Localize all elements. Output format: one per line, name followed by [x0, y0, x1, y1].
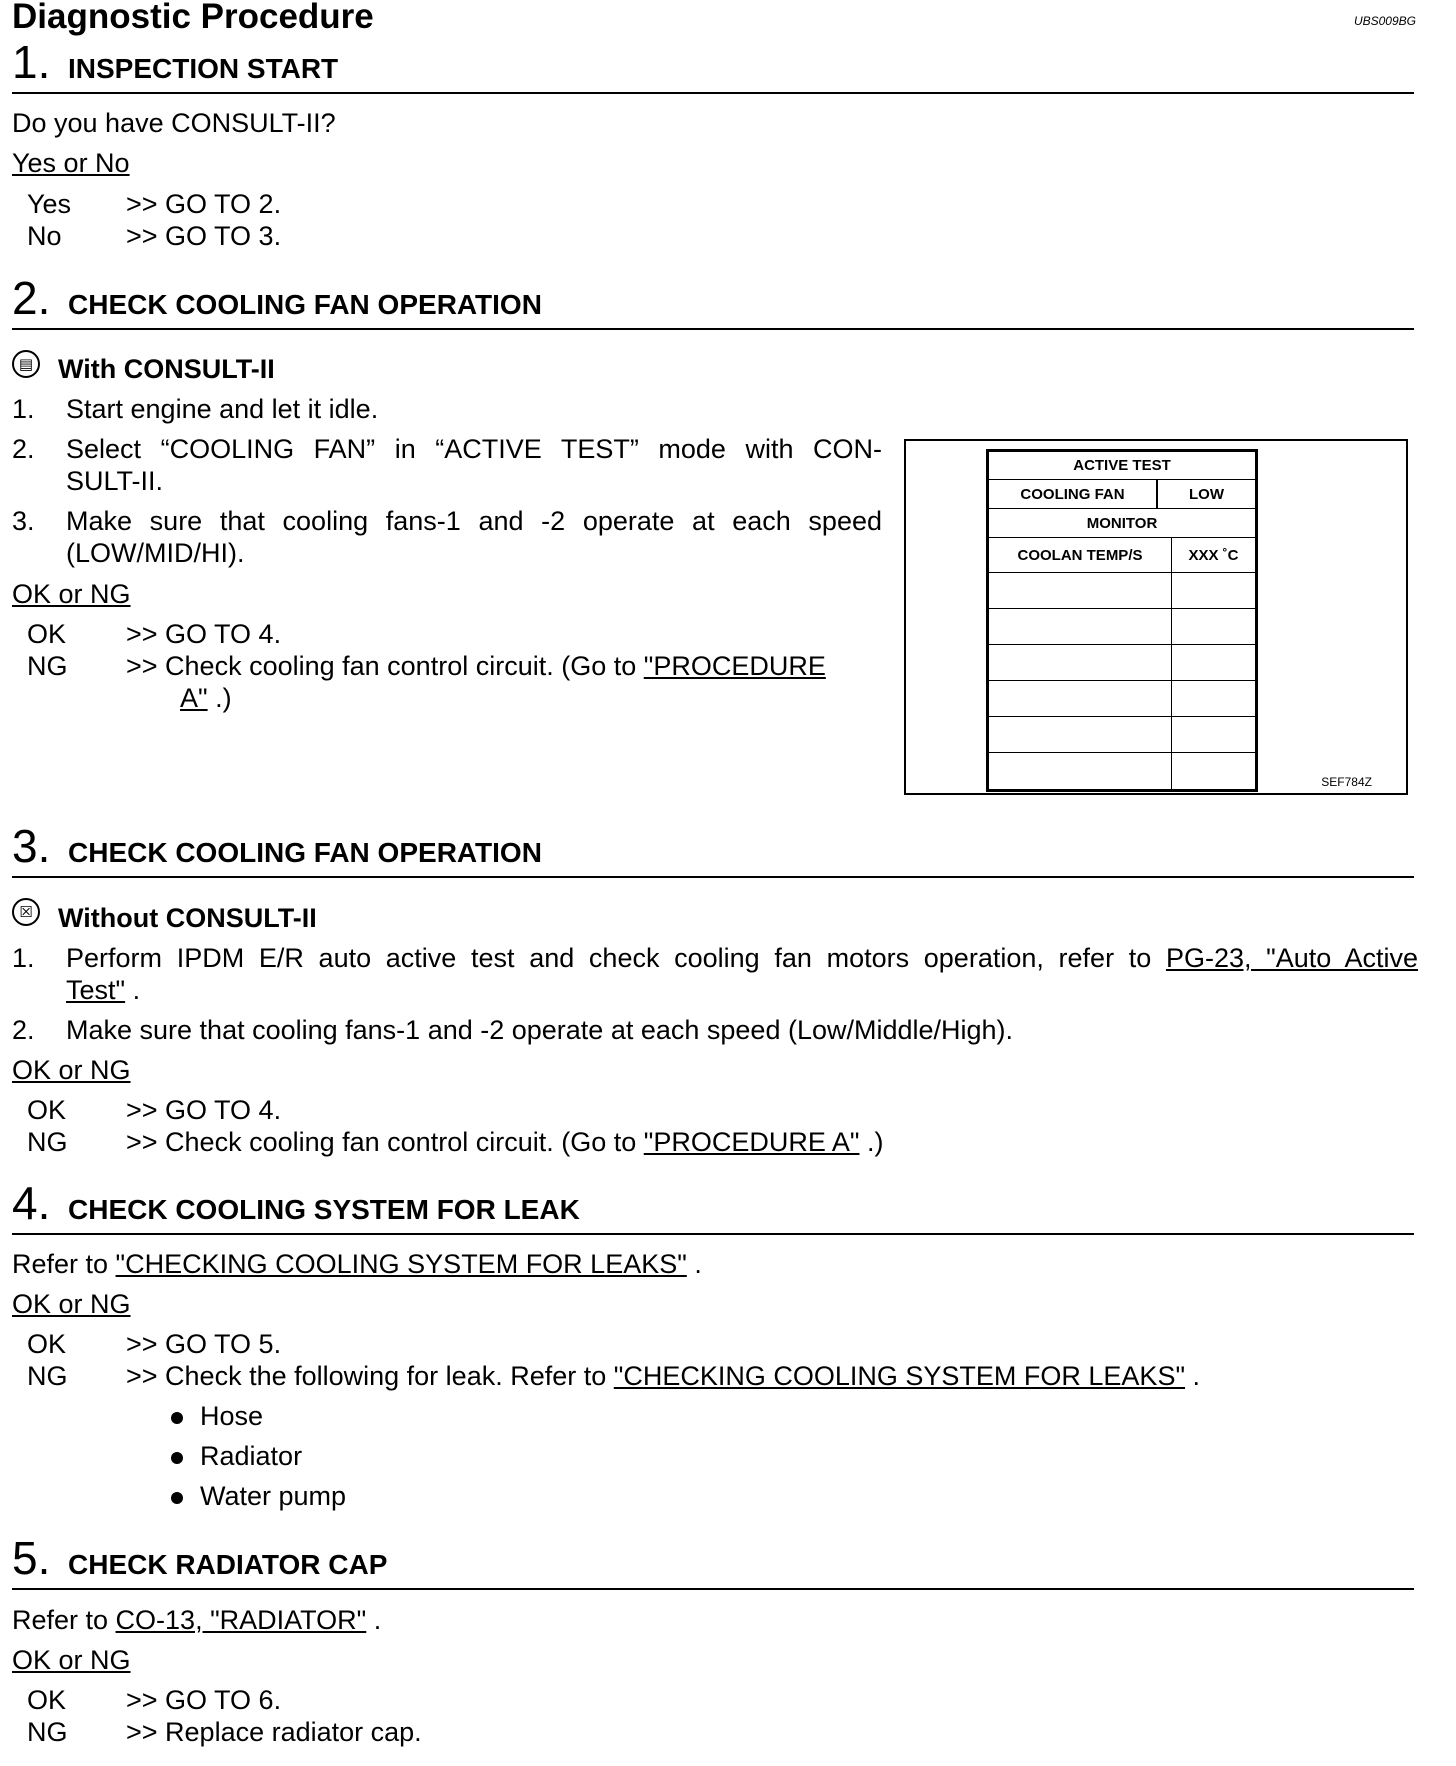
checking-leaks-link[interactable]: "CHECKING COOLING SYSTEM FOR LEAKS": [115, 1249, 687, 1279]
table-row: [989, 645, 1255, 681]
list-item: Water pump: [200, 1481, 347, 1511]
step-number: 2.: [12, 272, 51, 324]
monitor-table: [986, 449, 1258, 792]
procedure-a-link[interactable]: "PROCEDURE: [643, 651, 826, 681]
refer-line: Refer to CO-13, "RADIATOR" .: [12, 1605, 382, 1635]
checking-leaks-link[interactable]: "CHECKING COOLING SYSTEM FOR LEAKS": [613, 1361, 1186, 1391]
consult-icon: ▤: [12, 350, 40, 378]
answer-label: OK or NG: [12, 1645, 131, 1675]
answer-label: OK or NG: [12, 579, 131, 609]
list-item: 2. Select “COOLING FAN” in “ACTIVE TEST” mode with CON- SULT-II.: [12, 434, 882, 496]
step-3-header: [12, 822, 1414, 878]
step-number: 3.: [12, 820, 51, 872]
doc-code: UBS009BG: [1353, 14, 1416, 28]
step-title: CHECK COOLING FAN OPERATION: [68, 289, 542, 320]
answer-label: OK or NG: [12, 1289, 131, 1319]
list-item: Radiator: [200, 1441, 303, 1471]
answer-label: Yes or No: [12, 148, 130, 178]
table-row: MONITOR: [989, 509, 1255, 538]
step-number: 5.: [12, 1532, 51, 1584]
refer-line: Refer to "CHECKING COOLING SYSTEM FOR LEAKS" .: [12, 1249, 702, 1279]
list-item: 1. Perform IPDM E/R auto active test and check cooling fan motors operation, refer to PG-23, "Auto Active Test" .: [12, 943, 1418, 1005]
step-2-header: [12, 274, 1414, 330]
step-4-header: [12, 1179, 1414, 1235]
list-item: Hose: [200, 1401, 264, 1431]
mode-label: With CONSULT-II: [58, 354, 275, 384]
answer-ng: NG >> Check cooling fan control circuit. (Go to "PROCEDURE A" .): [27, 651, 826, 713]
mode-label: Without CONSULT-II: [58, 903, 317, 933]
co-13-radiator-link[interactable]: CO-13, "RADIATOR": [115, 1605, 367, 1635]
bullet-icon: [171, 1492, 183, 1504]
step-number: 4.: [12, 1177, 51, 1229]
table-row: [989, 573, 1255, 609]
step-5-header: [12, 1534, 1414, 1590]
table-row: [989, 717, 1255, 753]
question: Do you have CONSULT-II?: [12, 108, 336, 138]
step-1-header: [12, 38, 1414, 94]
bullet-icon: [171, 1452, 183, 1464]
table-row: [989, 609, 1255, 645]
pg-23-link[interactable]: PG-23, "Auto Active: [1165, 943, 1418, 973]
table-row: [989, 681, 1255, 717]
figure-code: SEF784Z: [1321, 775, 1372, 789]
list-item: 3. Make sure that cooling fans-1 and -2 operate at each speed (LOW/MID/HI).: [12, 506, 882, 568]
table-row: [989, 753, 1255, 789]
no-consult-icon: ☒: [12, 898, 40, 926]
step-number: 1.: [12, 36, 51, 88]
pg-23-link[interactable]: Test": [66, 975, 126, 1005]
step-title: INSPECTION START: [68, 53, 339, 84]
table-row: COOLAN TEMP/S XXX ˚C: [989, 538, 1255, 573]
step-title: CHECK COOLING FAN OPERATION: [68, 837, 542, 868]
page-title: Diagnostic Procedure: [12, 0, 374, 36]
bullet-icon: [171, 1412, 183, 1424]
table-row: ACTIVE TEST: [989, 452, 1255, 480]
step-title: CHECK RADIATOR CAP: [68, 1549, 388, 1580]
answer-label: OK or NG: [12, 1055, 131, 1085]
procedure-a-link[interactable]: A": [180, 683, 208, 713]
step-title: CHECK COOLING SYSTEM FOR LEAK: [68, 1194, 580, 1225]
active-test-figure: [904, 439, 1408, 795]
table-row: COOLING FAN LOW: [989, 480, 1255, 509]
procedure-a-link[interactable]: "PROCEDURE A": [643, 1127, 860, 1157]
